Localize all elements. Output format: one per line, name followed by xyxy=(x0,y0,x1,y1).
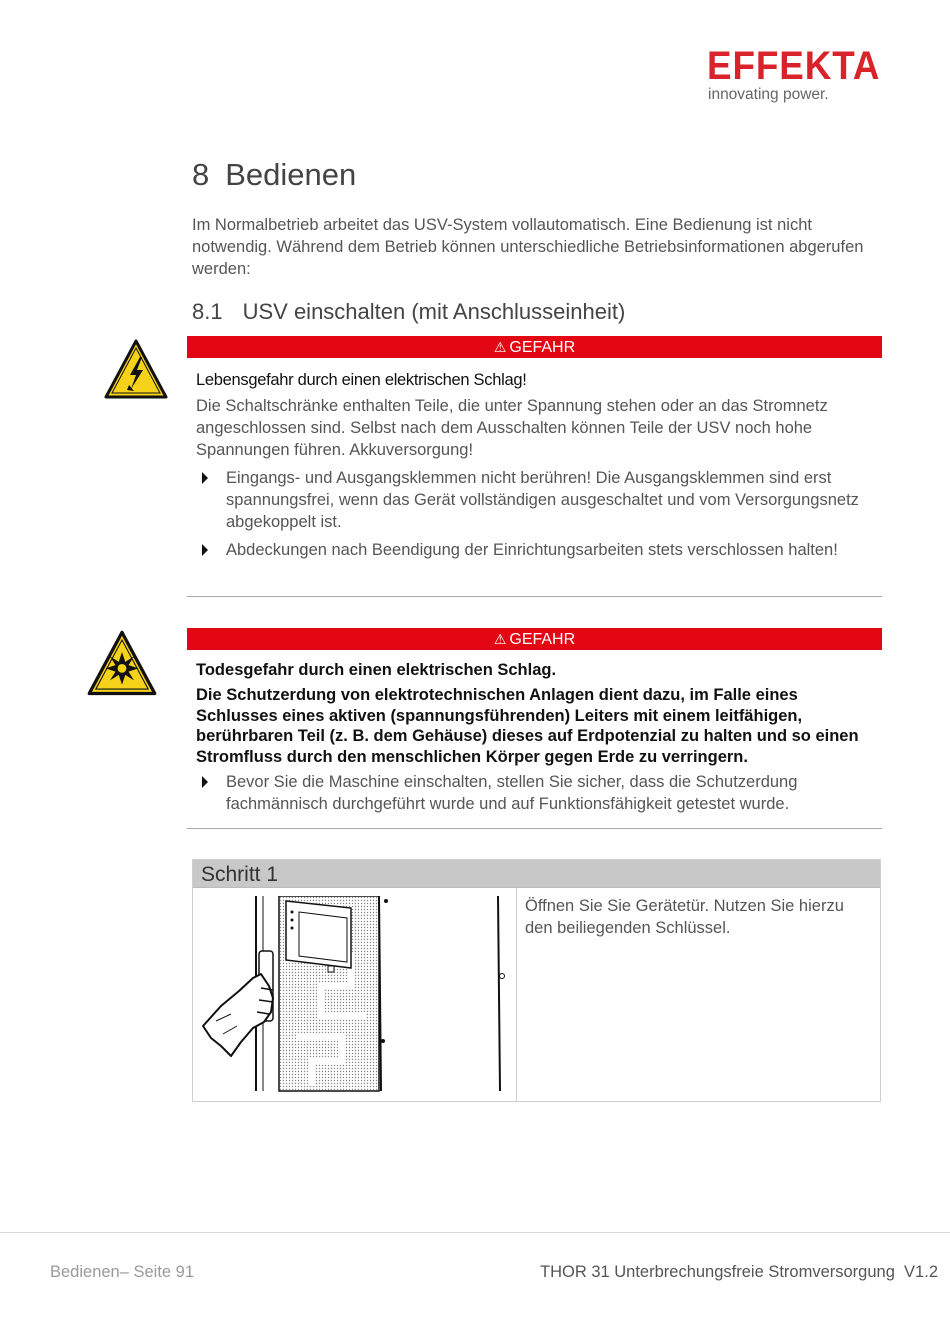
footer-document-title: THOR 31 Unterbrechungsfreie Stromversorgung V1.2 xyxy=(539,1263,938,1281)
danger-banner-2 xyxy=(187,628,882,650)
divider xyxy=(187,596,882,597)
footer-divider xyxy=(0,1232,950,1233)
section-number: 8 xyxy=(192,157,210,192)
subsection-title: USV einschalten (mit Anschlusseinheit) xyxy=(242,299,626,324)
subsection-number: 8.1 xyxy=(192,299,223,324)
subsection-heading xyxy=(192,298,625,326)
warning-triangle-icon: ⚠ xyxy=(493,339,507,355)
logo-tagline: innovating power. xyxy=(708,86,829,103)
effekta-logo: EFFEKTA xyxy=(707,44,881,88)
intro-paragraph: Im Normalbetrieb arbeitet das USV-System vollautomatisch. Eine Bedienung ist nicht notwendig. Während dem Betrieb können unterschiedliche Betriebsinformationen abgerufen werden: xyxy=(192,216,864,278)
step-table xyxy=(192,859,881,1102)
warning1-text: Die Schaltschränke enthalten Teile, die unter Spannung stehen oder an das Stromnetz angeschlossen sind. Selbst nach dem Ausschalten können Teile der USV noch hohe Spannungen führen. Akkuversorgung! xyxy=(196,397,828,459)
list-item xyxy=(196,467,876,533)
danger-label-2: GEFAHR xyxy=(509,631,576,648)
table-column-divider xyxy=(516,888,517,1102)
warning1-heading: Lebensgefahr durch einen elektrischen Schlag! xyxy=(196,371,527,389)
footer-page-label: Bedienen– Seite 91 xyxy=(50,1263,195,1281)
warning2-heading: Todesgefahr durch einen elektrischen Schlag. xyxy=(196,661,557,679)
electric-hazard-icon xyxy=(103,337,169,403)
list-item-text: Eingangs- und Ausgangsklemmen nicht berühren! Die Ausgangsklemmen sind erst spannungsfrei, wenn das Gerät vollständigen ausgeschaltet und vom Versorgungsnetz abgekoppelt ist. xyxy=(226,469,859,531)
bullet-arrow-icon xyxy=(202,776,208,788)
cabinet-door-illustration xyxy=(201,896,511,1096)
bullet-arrow-icon xyxy=(202,472,208,484)
list-item-text: Abdeckungen nach Beendigung der Einrichtungsarbeiten stets verschlossen halten! xyxy=(226,541,838,559)
warning-triangle-icon: ⚠ xyxy=(493,631,507,647)
list-item xyxy=(196,771,876,815)
step-instruction: Öffnen Sie Sie Gerätetür. Nutzen Sie hierzu den beiliegenden Schlüssel. xyxy=(525,897,844,937)
bullet-arrow-icon xyxy=(202,544,208,556)
section-title: Bedienen xyxy=(225,157,357,192)
list-item-text: Bevor Sie die Maschine einschalten, stellen Sie sicher, dass die Schutzerdung fachmännisch durchgeführt wurde und auf Funktionsfähigkeit getestet wurde. xyxy=(226,773,798,813)
list-item xyxy=(196,539,876,561)
section-heading xyxy=(192,155,356,195)
warning2-text: Die Schutzerdung von elektrotechnischen Anlagen dient dazu, im Falle eines Schlusses eines aktiven (spannungsführenden) Leiters mit einem leitfähigen, berührbaren Teil (z. B. dem Gehäuse) dieses auf Erdpotenzial zu halten und so einen Stromfluss durch den menschlichen Körper gegen Erde zu verringern. xyxy=(196,686,859,766)
danger-banner-1 xyxy=(187,336,882,358)
danger-label-1: GEFAHR xyxy=(509,339,576,356)
step-title: Schritt 1 xyxy=(193,860,880,888)
arc-flash-hazard-icon xyxy=(86,628,158,700)
divider xyxy=(187,828,882,829)
